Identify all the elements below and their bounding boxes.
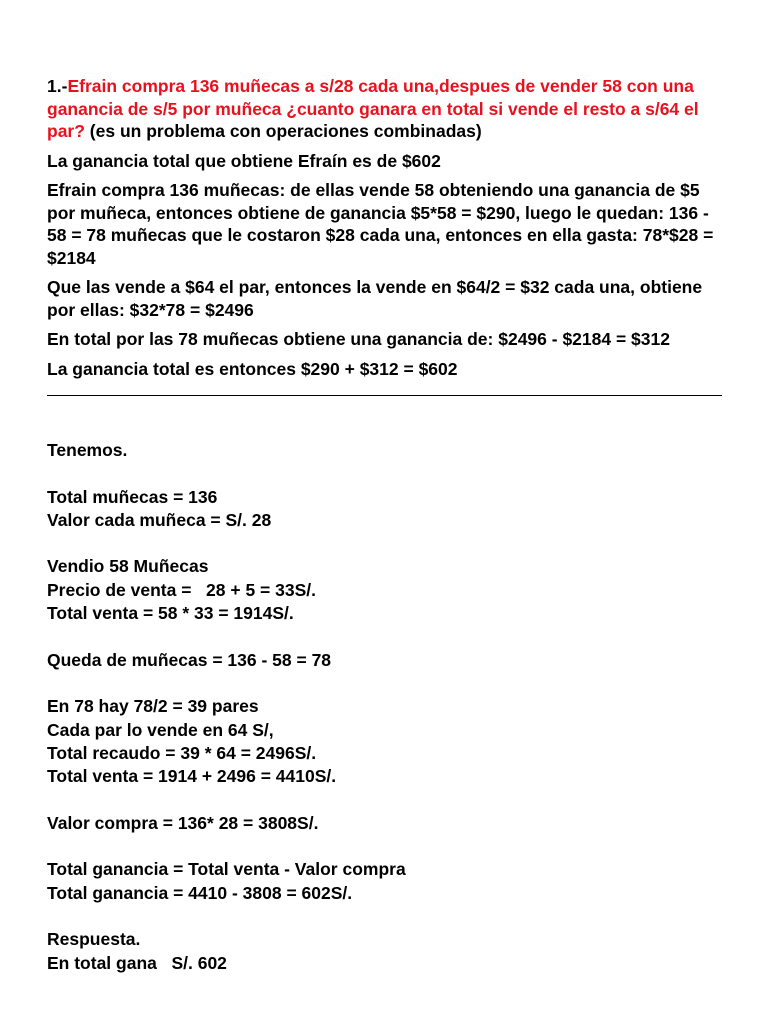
solution-line bbox=[47, 835, 727, 858]
answer-paragraph: Efrain compra 136 muñecas: de ellas vende 58 obteniendo una ganancia de $5 por muñeca, entonces obtiene de ganancia $5*58 = $290, luego le quedan: 136 - 58 = 78 muñecas que le costaron $28 cada una, entonces en ella gasta: 78*$28 = $2184 bbox=[47, 180, 714, 268]
solution-line: Valor compra = 136* 28 = 3808S/. bbox=[47, 812, 319, 833]
solution-line bbox=[47, 532, 727, 555]
answer-paragraph: La ganancia total que obtiene Efraín es de $602 bbox=[47, 150, 441, 171]
question-number: 1.- bbox=[47, 76, 68, 96]
solution-line bbox=[47, 462, 727, 485]
solution-line: Total ganancia = Total venta - Valor compra bbox=[47, 859, 406, 880]
answer-section bbox=[47, 75, 727, 387]
solution-line: Cada par lo vende en 64 S/, bbox=[47, 719, 274, 740]
solution-line: Queda de muñecas = 136 - 58 = 78 bbox=[47, 649, 332, 670]
solution-line: Total venta = 1914 + 2496 = 4410S/. bbox=[47, 766, 337, 787]
solution-line: Valor cada muñeca = S/. 28 bbox=[47, 509, 272, 530]
solution-section bbox=[47, 439, 727, 975]
solution-line: En total gana S/. 602 bbox=[47, 952, 227, 973]
answer-paragraph: Que las vende a $64 el par, entonces la vende en $64/2 = $32 cada una, obtiene por ellas: $32*78 = $2496 bbox=[47, 277, 703, 320]
solution-line bbox=[47, 625, 727, 648]
solution-line: Total recaudo = 39 * 64 = 2496S/. bbox=[47, 742, 317, 763]
solution-line: Total muñecas = 136 bbox=[47, 486, 218, 507]
solution-line: Precio de venta = 28 + 5 = 33S/. bbox=[47, 579, 316, 600]
question-text: Efrain compra 136 muñecas a s/28 cada una,despues de vender 58 con una ganancia de s/5 por muñeca ¿cuanto ganara en total si vende el resto a s/64 el par? bbox=[47, 76, 699, 141]
solution-line: Total venta = 58 * 33 = 1914S/. bbox=[47, 603, 294, 624]
answer-paragraph: En total por las 78 muñecas obtiene una ganancia de: $2496 - $2184 = $312 bbox=[47, 329, 670, 349]
solution-line: Respuesta. bbox=[47, 929, 141, 950]
solution-line bbox=[47, 672, 727, 695]
answer-paragraph: La ganancia total es entonces $290 + $312 = $602 bbox=[47, 358, 458, 379]
solution-line: Tenemos. bbox=[47, 440, 128, 460]
solution-line: En 78 hay 78/2 = 39 pares bbox=[47, 696, 259, 717]
solution-line: Total ganancia = 4410 - 3808 = 602S/. bbox=[47, 882, 353, 903]
question-paragraph bbox=[47, 75, 727, 143]
solution-line bbox=[47, 905, 727, 928]
horizontal-divider bbox=[47, 395, 722, 396]
question-note: (es un problema con operaciones combinadas) bbox=[84, 121, 482, 141]
solution-line bbox=[47, 788, 727, 811]
solution-line: Vendio 58 Muñecas bbox=[47, 556, 209, 577]
